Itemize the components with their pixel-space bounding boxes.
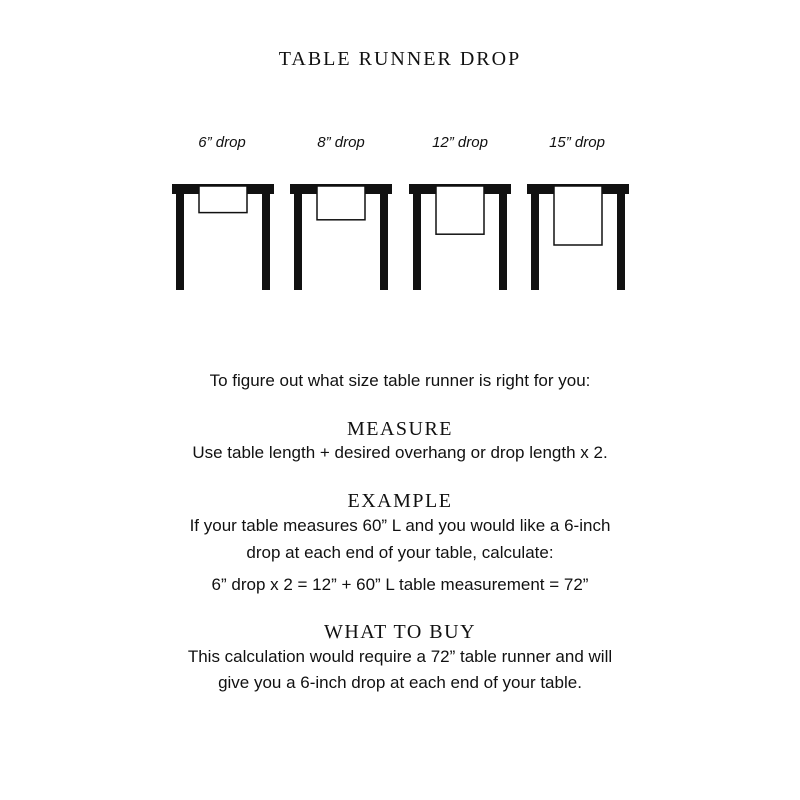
- example-formula: 6” drop x 2 = 12” + 60” L table measurement = 72”: [211, 575, 589, 594]
- table-runner: [554, 186, 602, 245]
- measure-heading: MEASURE: [346, 418, 454, 440]
- drop-label-15: 15” drop: [549, 134, 605, 151]
- table-runner: [436, 186, 484, 234]
- drop-label-6: 6” drop: [198, 134, 246, 151]
- table-runner: [199, 186, 247, 213]
- table-leg-left: [176, 184, 184, 290]
- drop-diagrams: [0, 134, 800, 304]
- table-leg-right: [380, 184, 388, 290]
- what-to-buy-line-2: give you a 6-inch drop at each end of your table.: [218, 673, 582, 692]
- drop-label-12: 12” drop: [432, 134, 488, 151]
- measure-text: Use table length + desired overhang or drop length x 2.: [192, 443, 608, 462]
- table-runner: [317, 186, 365, 220]
- what-to-buy-line-1: This calculation would require a 72” table runner and will: [187, 647, 613, 666]
- example-heading: EXAMPLE: [347, 490, 453, 512]
- intro-text: To figure out what size table runner is right for you:: [209, 371, 591, 390]
- table-leg-right: [499, 184, 507, 290]
- table-leg-right: [262, 184, 270, 290]
- page-title: TABLE RUNNER DROP: [278, 48, 522, 70]
- table-leg-right: [617, 184, 625, 290]
- drop-label-8: 8” drop: [317, 134, 365, 151]
- what-to-buy-heading: WHAT TO BUY: [323, 621, 477, 643]
- table-leg-left: [531, 184, 539, 290]
- example-line-2: drop at each end of your table, calculate:: [246, 543, 554, 562]
- table-leg-left: [294, 184, 302, 290]
- tables-illustration: [0, 184, 800, 304]
- table-leg-left: [413, 184, 421, 290]
- example-line-1: If your table measures 60” L and you would like a 6-inch: [189, 516, 611, 535]
